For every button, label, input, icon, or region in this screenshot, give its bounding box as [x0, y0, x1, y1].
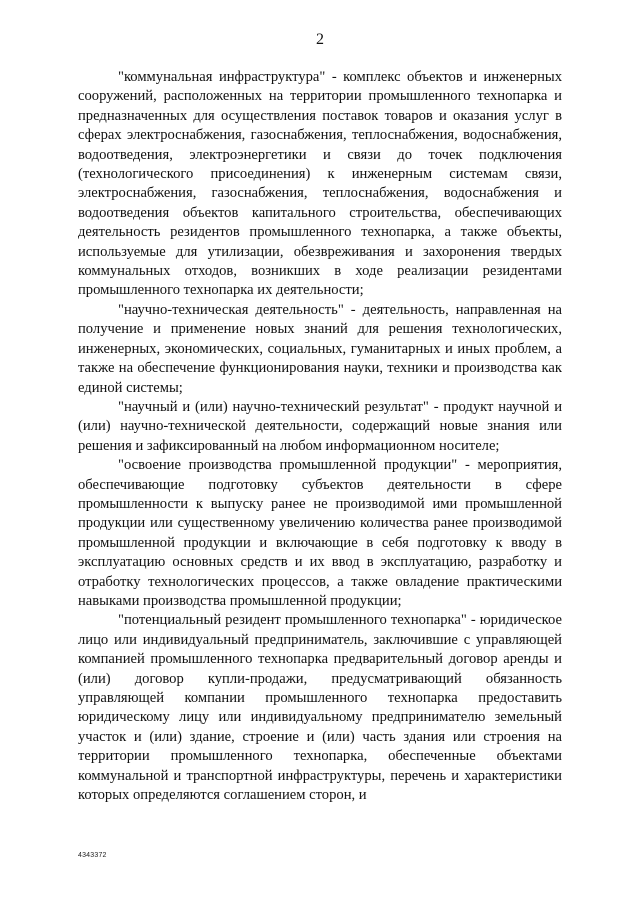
definition-paragraph: "освоение производства промышленной продукции" - мероприятия, обеспечивающие подготовку субъектов деятельности в сфере промышленности к выпуску ранее не производимой ими промышленной продукции или существенному увеличению количества ранее производимой промышленной продукции и включающие в себя подготовку к вводу в эксплуатацию основных средств и их ввод в эксплуатацию, разработку и отработку технологических процессов, а также овладение практическими навыками производства промышленной продукции; — [78, 457, 562, 609]
definition-paragraph: "научный и (или) научно-технический результат" - продукт научной и (или) научно-технической деятельности, содержащий новые знания или решения и зафиксированный на любом информационном носителе; — [78, 398, 562, 454]
definition-paragraph: "научно-техническая деятельность" - деятельность, направленная на получение и применение новых знаний для решения технологических, инженерных, экономических, социальных, гуманитарных и иных проблем, а также на обеспечение функционирования науки, техники и производства как единой системы; — [78, 301, 562, 396]
page-number: 2 — [316, 31, 324, 48]
document-code: 4343372 — [78, 852, 107, 859]
body-text — [78, 68, 562, 805]
definition-paragraph: "потенциальный резидент промышленного технопарка" - юридическое лицо или индивидуальный предприниматель, заключившие с управляющей компанией промышленного технопарка предварительный договор аренды и (или) договор купли-продажи, предусматривающий обязанность управляющей компании промышленного технопарка предоставить юридическому лицу или индивидуальному предпринимателю земельный участок и (или) здание, строение и (или) часть здания или строения на территории промышленного технопарка, обеспеченные объектами коммунальной и транспортной инфраструктуры, перечень и характеристики которых определяются соглашением сторон, и — [78, 612, 562, 804]
definition-paragraph: "коммунальная инфраструктура" - комплекс объектов и инженерных сооружений, расположенных на территории промышленного технопарка и предназначенных для осуществления поставок товаров и оказания услуг в сферах электроснабжения, газоснабжения, теплоснабжения, водоснабжения, водоотведения, электроэнергетики и связи до точек подключения (технологического присоединения) к инженерным системам связи, электроснабжения, газоснабжения, теплоснабжения, водоснабжения и водоотведения объектов капитального строительства, обеспечивающих деятельность резидентов промышленного технопарка, а также объекты, используемые для утилизации, обезвреживания и захоронения твердых коммунальных отходов, возникших в ходе реализации резидентами промышленного технопарка их деятельности; — [78, 69, 562, 299]
